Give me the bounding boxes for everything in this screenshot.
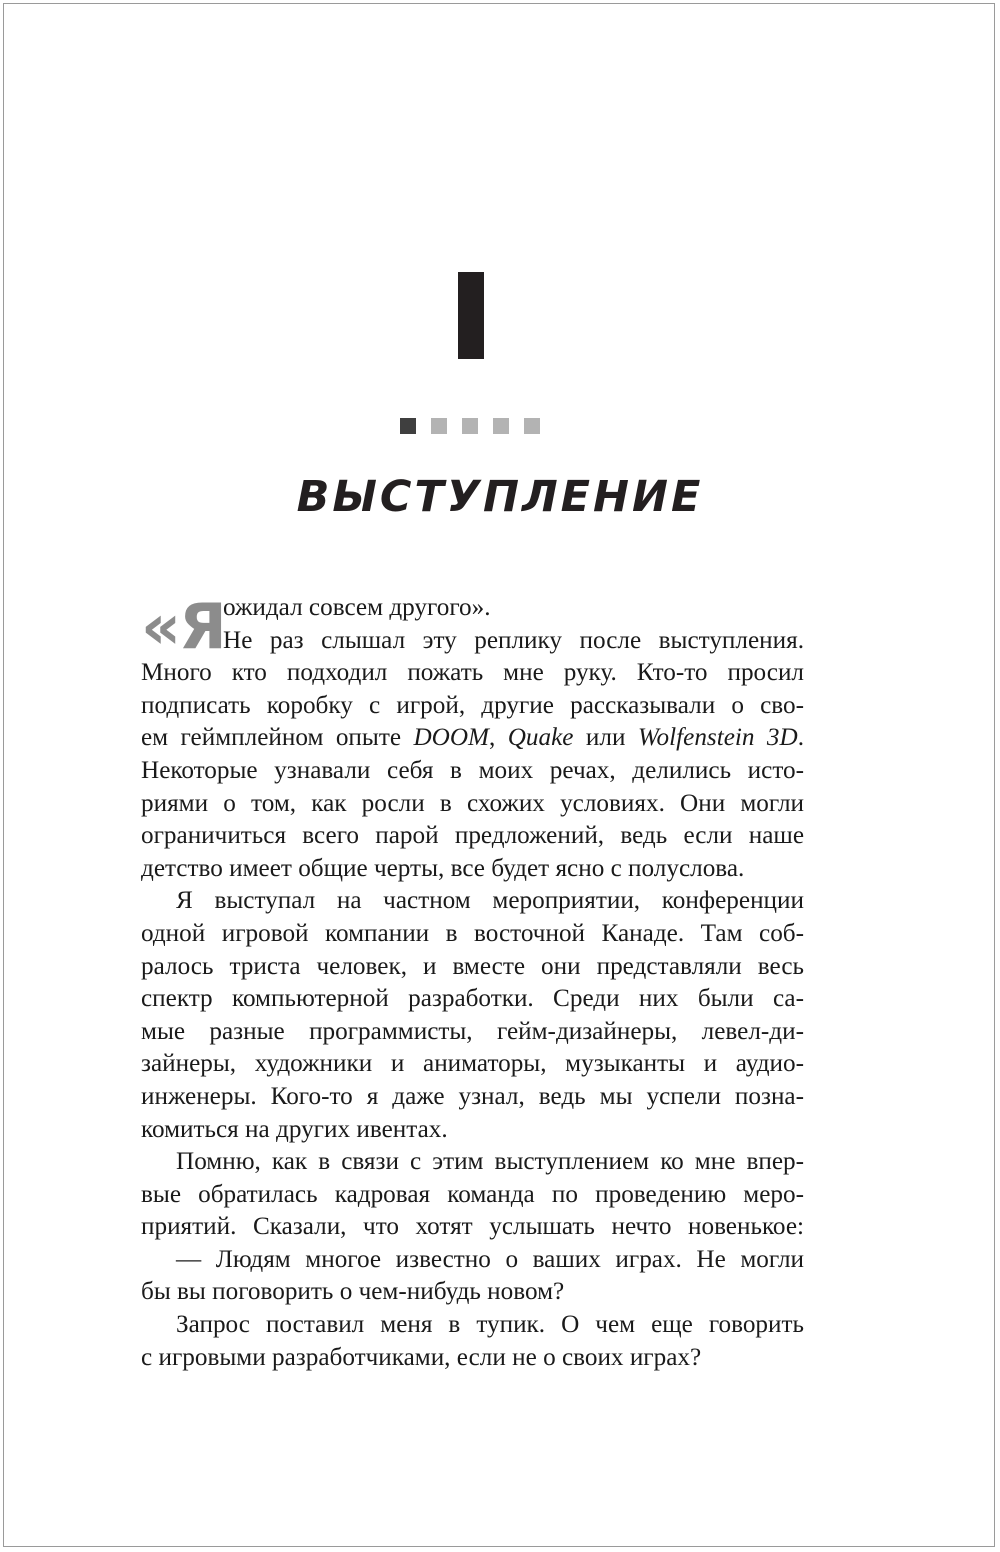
text-line: спектр компьютерной разработки. Среди них были са- <box>141 985 804 1013</box>
game-title: Wolfenstein 3D <box>637 724 798 752</box>
paragraph-1 <box>141 590 804 663</box>
text-line: мые разные программисты, гейм-дизайнеры, левел-ди- <box>141 1017 804 1045</box>
drop-cap: «Я <box>141 590 225 663</box>
text-line: детство имеет общие черты, все будет ясно с полуслова. <box>141 854 745 882</box>
chapter-ornament <box>400 418 540 434</box>
text-line: ожидал совсем другого». <box>223 594 491 621</box>
text-line: бы вы поговорить о чем-нибудь новом? <box>141 1278 565 1306</box>
ornament-square <box>493 418 509 434</box>
text-line: Не раз слышал эту реплику после выступления. <box>223 626 804 654</box>
text-line: одной игровой компании в восточной Канаде. Там соб- <box>141 919 804 947</box>
ornament-square <box>431 418 447 434</box>
text-line: ограничиться всего парой предложений, ведь если наше <box>141 822 804 850</box>
ornament-square <box>400 418 416 434</box>
text-line: подписать коробку с игрой, другие рассказывали о сво- <box>141 691 804 719</box>
ornament-square <box>524 418 540 434</box>
text-line: Некоторые узнавали себя в моих речах, делились исто- <box>141 756 804 784</box>
game-title: Quake <box>507 724 574 752</box>
chapter-body <box>141 592 804 1374</box>
chapter-title: ВЫСТУПЛЕНИЕ <box>296 472 704 522</box>
text-line: инженеры. Кого-то я даже узнал, ведь мы успели позна- <box>141 1082 804 1110</box>
chapter-numeral-bar <box>458 272 484 359</box>
text-line: приятий. Сказали, что хотят услышать нечто новенькое: <box>141 1213 804 1241</box>
text-line: Много кто подходил пожать мне руку. Кто-то просил <box>141 659 804 687</box>
text-line: Я выступал на частном мероприятии, конференции <box>176 887 804 915</box>
text-line: ралось триста человек, и вместе они представляли весь <box>141 952 804 980</box>
text-line: — Людям многое известно о ваших играх. Не могли <box>176 1245 804 1273</box>
text-line: комиться на других ивентах. <box>141 1115 448 1143</box>
ornament-square <box>462 418 478 434</box>
text-line: вые обратилась кадровая команда по проведению меро- <box>141 1180 804 1208</box>
text-line: зайнеры, художники и аниматоры, музыканты и аудио- <box>141 1050 804 1078</box>
game-title: DOOM <box>413 724 489 752</box>
text-line: риями о том, как росли в схожих условиях. Они могли <box>141 789 804 817</box>
text-line: Помню, как в связи с этим выступлением ко мне впер- <box>176 1148 804 1176</box>
text-line: ем геймплейном опыте DOOM, Quake или Wolfenstein 3D. <box>141 724 805 752</box>
text-line: Запрос поставил меня в тупик. О чем еще говорить <box>176 1311 804 1339</box>
text-line: с игровыми разработчиками, если не о своих играх? <box>141 1343 702 1371</box>
